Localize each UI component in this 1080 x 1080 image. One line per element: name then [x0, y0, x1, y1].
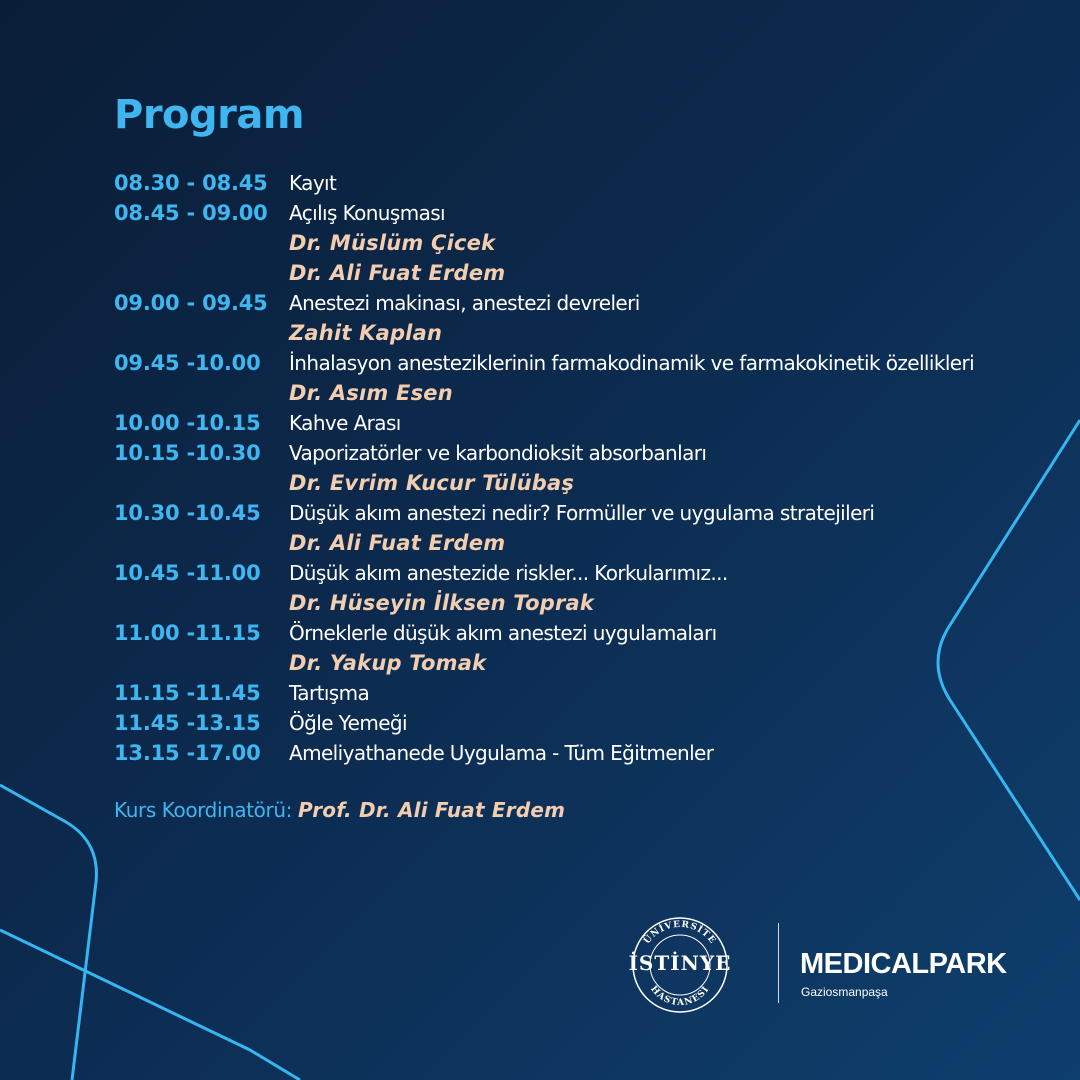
session-topic: Vaporizatörler ve karbondioksit absorbanları [289, 441, 707, 465]
program-schedule [114, 168, 1054, 768]
session-time: 11.15 -11.45 [114, 681, 261, 705]
session-topic: Ameliyathanede Uygulama - Tüm Eğitmenler [289, 741, 714, 765]
session-time: 08.45 - 09.00 [114, 201, 268, 225]
session-speaker: Dr. Yakup Tomak [289, 651, 487, 675]
schedule-row [114, 498, 1054, 528]
schedule-row [114, 438, 1054, 468]
session-speaker: Zahit Kaplan [289, 321, 443, 345]
session-time: 09.00 - 09.45 [114, 291, 268, 315]
session-time: 13.15 -17.00 [114, 741, 261, 765]
session-time: 11.00 -11.15 [114, 621, 261, 645]
session-topic: İnhalasyon anesteziklerinin farmakodinamik ve farmakokinetik özellikleri [289, 351, 975, 375]
course-coordinator [114, 798, 565, 822]
session-topic: Örneklerle düşük akım anestezi uygulamaları [289, 621, 717, 645]
schedule-row [114, 198, 1054, 228]
logo-divider [778, 923, 779, 1003]
istinye-main-text: İSTİNYE [628, 951, 732, 975]
session-topic: Kahve Arası [289, 411, 401, 435]
coordinator-label: Kurs Koordinatörü: [114, 798, 292, 822]
istinye-bottom-text: HASTANESİ [648, 984, 712, 1009]
session-topic: Tartışma [289, 681, 370, 705]
schedule-row [114, 738, 1054, 768]
schedule-row [114, 348, 1054, 378]
session-time: 08.30 - 08.45 [114, 171, 268, 195]
session-time: 10.45 -11.00 [114, 561, 261, 585]
session-topic: Kayıt [289, 171, 337, 195]
istinye-top-text: ÜNİVERSİTE [642, 919, 718, 947]
session-speaker: Dr. Hüseyin İlksen Toprak [289, 591, 595, 615]
session-topic: Anestezi makinası, anestezi devreleri [289, 291, 640, 315]
session-topic: Öğle Yemeği [289, 711, 407, 735]
schedule-row [114, 408, 1054, 438]
medicalpark-location: Gaziosmanpaşa [801, 985, 888, 999]
session-time: 11.45 -13.15 [114, 711, 261, 735]
page-title: Program [114, 92, 305, 138]
session-topic: Açılış Konuşması [289, 201, 446, 225]
schedule-row [114, 708, 1054, 738]
schedule-row [114, 168, 1054, 198]
session-time: 10.00 -10.15 [114, 411, 261, 435]
session-speaker: Dr. Asım Esen [289, 381, 453, 405]
schedule-row [114, 618, 1054, 648]
medicalpark-logo: MEDICALPARK [800, 948, 1007, 980]
session-speaker: Dr. Ali Fuat Erdem [289, 531, 506, 555]
session-topic: Düşük akım anestezi nedir? Formüller ve uygulama stratejileri [289, 501, 875, 525]
footer-logos [626, 915, 1026, 1015]
session-time: 10.15 -10.30 [114, 441, 261, 465]
schedule-row [114, 558, 1054, 588]
schedule-row [114, 288, 1054, 318]
istinye-logo [626, 915, 734, 1015]
session-time: 09.45 -10.00 [114, 351, 261, 375]
coordinator-name: Prof. Dr. Ali Fuat Erdem [297, 798, 566, 822]
session-speaker: Dr. Müslüm Çicek [289, 231, 496, 255]
schedule-row [114, 678, 1054, 708]
svg-text:ÜNİVERSİTE [640, 920, 718, 946]
session-time: 10.30 -10.45 [114, 501, 261, 525]
session-speaker: Dr. Evrim Kucur Tülübaş [289, 471, 575, 495]
session-speaker: Dr. Ali Fuat Erdem [289, 261, 506, 285]
session-topic: Düşük akım anestezide riskler... Korkularımız... [289, 561, 728, 585]
